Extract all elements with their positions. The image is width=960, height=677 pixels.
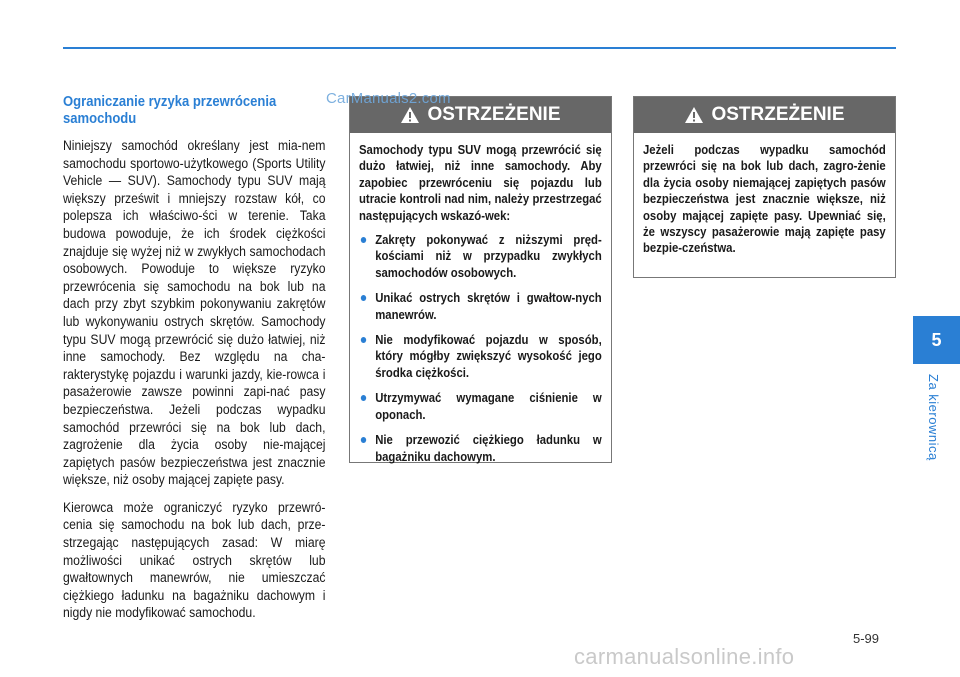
warning-triangle-icon [684,106,704,124]
chapter-tab[interactable]: 5 [913,316,960,364]
warning-intro: Samochody typu SUV mogą przewrócić się dużo łatwiej, niż inne samochody. Aby zapobiec przewróceniu się pojazdu lub utracie kontroli nad nim, należy przestrzegać następujących wskazó-wek: [359,143,602,223]
warning-body-1 [350,133,611,484]
bullet-icon [361,337,366,343]
watermark-bottom: carmanualsonline.info [574,644,795,669]
warning-list [359,232,602,465]
list-item: Utrzymywać wymagane ciśnienie w oponach. [359,390,602,423]
header-rule [63,47,896,49]
chapter-label: Za kierownicą [926,374,941,461]
warning-box-1 [349,96,612,463]
warning-title-1: OSTRZEŻENIE [427,104,561,125]
warning-header-2 [634,97,895,133]
main-text-column [63,94,325,633]
paragraph-1: Niniejszy samochód określany jest mia-nem samochodu sportowo-użytkowego (Sports Utility Vehicle — SUV). Samochody typu SUV mają większy prześwit i mniejszy rozstaw kół, co polepsza ich właściwo-ści w terenie. Taka budowa powoduje, że ich środek ciężkości znajduje się wyżej niż w zwykłych samochodach osobowych. Powoduje to większe ryzyko przewrócenia się samochodu na bok lub na dach przy zbyt szybkim pokonywaniu zakrętów lub wykonywaniu ostrych skrętów. Samochody typu SUV mogą przewrócić się dużo łatwiej, niż inne samochody. Bez względu na cha-rakterystykę pojazdu i warunki jazdy, kie-rowca i pasażerowie zawsze powinni zapi-nać pasy bezpieczeństwa. Jeżeli podczas wypadku samochód przewróci się na bok lub dach, zagrożenie dla życia osoby nie-mającej zapiętych pasów bezpieczeństwa jest znacznie większe, niż osoby mającej zapięte pasy. [63,138,326,489]
list-item: Unikać ostrych skrętów i gwałtow-nych manewrów. [359,290,602,323]
list-item: Nie przewozić ciężkiego ładunku w bagażniku dachowym. [359,432,602,465]
warning-title-2: OSTRZEŻENIE [711,104,845,125]
warning-box-2 [633,96,896,278]
paragraph-2: Kierowca może ograniczyć ryzyko przewró-cenia się samochodu na bok lub dach, prze-strzegając następujących zasad: W miarę możliwości unikać ostrych skrętów lub gwałtownych manewrów, nie umieszczać ciężkiego ładunku na bagażniku dachowym i nigdy nie modyfikować samochodu. [63,499,326,622]
list-item: Nie modyfikować pojazdu w sposób, który mógłby zwiększyć wysokość jego środka ciężkości. [359,332,602,381]
bullet-icon [361,295,366,301]
watermark-top: CarManuals2.com [326,90,451,107]
section-heading: Ograniczanie ryzyka przewrócenia samochodu [63,94,277,127]
page-number: 5-99 [853,631,880,646]
warning-body-2 [634,133,895,275]
list-item: Zakręty pokonywać z niższymi pręd-kościami niż w przypadku zwykłych samochodów osobowych. [359,232,602,281]
bullet-icon [361,395,366,401]
bullet-icon [361,237,366,243]
warning-triangle-icon [400,106,420,124]
bullet-icon [361,437,366,443]
warning-text-2: Jeżeli podczas wypadku samochód przewróci się na bok lub dach, zagro-żenie dla życia osoby niemającej zapiętych pasów bezpieczeństwa jest znacznie większe, niż osoby mającej zapięte pasy. Upewniać się, że wszyscy pasażerowie mają zapięte pasy bezpie-czeństwa. [643,143,886,256]
